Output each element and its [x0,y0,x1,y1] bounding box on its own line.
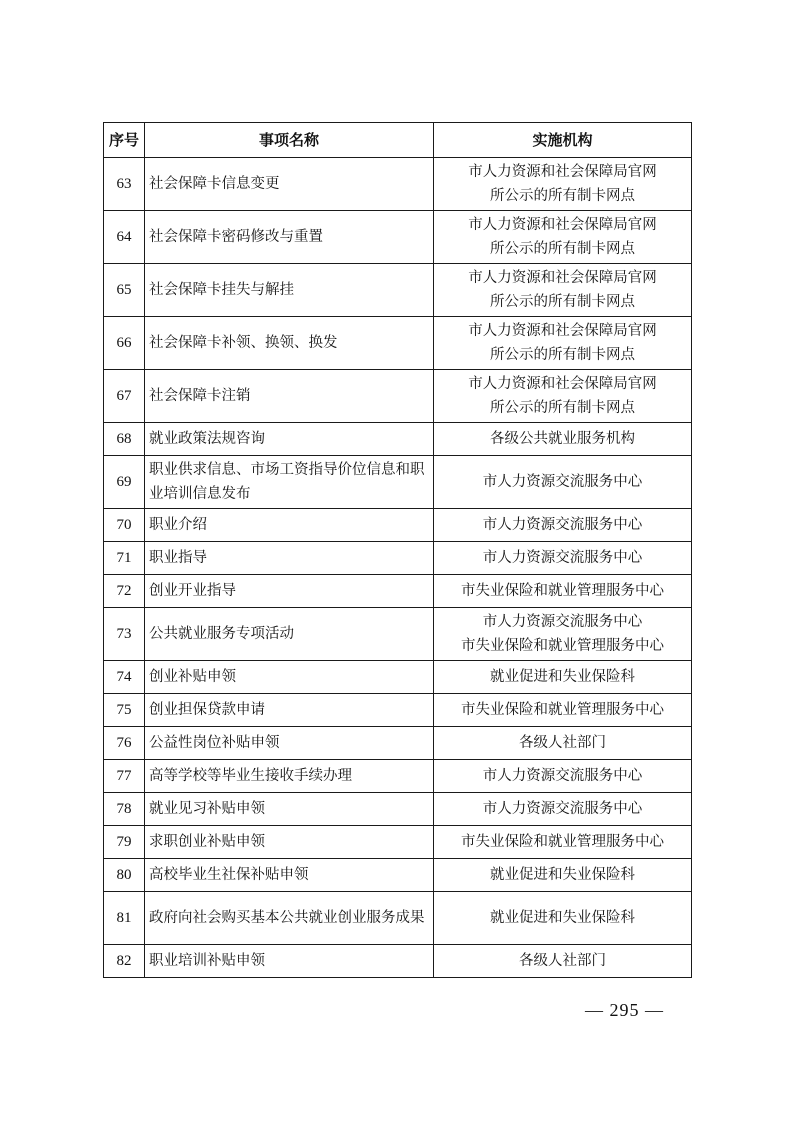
item-name: 职业指导 [145,542,434,575]
agency-line: 各级公共就业服务机构 [490,431,635,447]
agency-line: 市人力资源交流服务中心 [482,801,643,817]
table-row [104,456,692,509]
row-number: 79 [104,826,145,859]
row-number: 77 [104,760,145,793]
implementing-agency [434,826,692,859]
page-number: — 295 — [585,1000,664,1020]
row-number: 63 [104,158,145,211]
table-row [104,608,692,661]
table-row [104,158,692,211]
row-number: 67 [104,370,145,423]
implementing-agency [434,892,692,945]
row-number: 73 [104,608,145,661]
table-row [104,826,692,859]
item-name: 创业开业指导 [145,575,434,608]
table-row [104,264,692,317]
agency-line: 各级人社部门 [519,735,606,751]
agency-line: 所公示的所有制卡网点 [490,294,635,310]
table-body [104,158,692,978]
agency-line: 市人力资源和社会保障局官网 [468,270,657,286]
table-row [104,694,692,727]
implementing-agency [434,509,692,542]
agency-line: 所公示的所有制卡网点 [490,188,635,204]
item-name: 求职创业补贴申领 [145,826,434,859]
table-row [104,542,692,575]
table-row [104,892,692,945]
row-number: 71 [104,542,145,575]
agency-line: 市人力资源和社会保障局官网 [468,376,657,392]
row-number: 64 [104,211,145,264]
agency-line: 市人力资源和社会保障局官网 [468,323,657,339]
table-row [104,370,692,423]
agency-line: 市人力资源交流服务中心 [482,768,643,784]
implementing-agency [434,423,692,456]
agency-line: 市失业保险和就业管理服务中心 [461,702,664,718]
item-name: 高校毕业生社保补贴申领 [145,859,434,892]
header-name: 事项名称 [145,123,434,158]
implementing-agency [434,727,692,760]
implementing-agency [434,264,692,317]
implementing-agency [434,370,692,423]
item-name: 社会保障卡挂失与解挂 [145,264,434,317]
item-name: 社会保障卡信息变更 [145,158,434,211]
header-org: 实施机构 [434,123,692,158]
row-number: 78 [104,793,145,826]
item-name: 创业担保贷款申请 [145,694,434,727]
implementing-agency [434,945,692,978]
item-name: 职业供求信息、市场工资指导价位信息和职业培训信息发布 [145,456,434,509]
row-number: 72 [104,575,145,608]
item-name: 职业培训补贴申领 [145,945,434,978]
agency-line: 就业促进和失业保险科 [490,910,635,926]
implementing-agency [434,694,692,727]
item-name: 公共就业服务专项活动 [145,608,434,661]
item-name: 社会保障卡密码修改与重置 [145,211,434,264]
row-number: 74 [104,661,145,694]
services-table [103,122,692,978]
table-row [104,793,692,826]
item-name: 就业政策法规咨询 [145,423,434,456]
agency-line: 市人力资源交流服务中心 [482,474,643,490]
row-number: 70 [104,509,145,542]
implementing-agency [434,760,692,793]
agency-line: 所公示的所有制卡网点 [490,347,635,363]
agency-line: 市失业保险和就业管理服务中心 [461,583,664,599]
item-name: 公益性岗位补贴申领 [145,727,434,760]
item-name: 政府向社会购买基本公共就业创业服务成果 [145,892,434,945]
agency-line: 市人力资源交流服务中心 [482,614,643,630]
implementing-agency [434,793,692,826]
row-number: 69 [104,456,145,509]
implementing-agency [434,542,692,575]
table-row [104,211,692,264]
header-num: 序号 [104,123,145,158]
table-row [104,661,692,694]
agency-line: 就业促进和失业保险科 [490,867,635,883]
item-name: 社会保障卡补领、换领、换发 [145,317,434,370]
agency-line: 市人力资源交流服务中心 [482,550,643,566]
row-number: 81 [104,892,145,945]
agency-line: 市人力资源交流服务中心 [482,517,643,533]
agency-line: 市人力资源和社会保障局官网 [468,217,657,233]
item-name: 就业见习补贴申领 [145,793,434,826]
item-name: 创业补贴申领 [145,661,434,694]
item-name: 高等学校等毕业生接收手续办理 [145,760,434,793]
table-row [104,945,692,978]
implementing-agency [434,608,692,661]
row-number: 76 [104,727,145,760]
item-name: 职业介绍 [145,509,434,542]
implementing-agency [434,211,692,264]
agency-line: 所公示的所有制卡网点 [490,400,635,416]
table-row [104,760,692,793]
agency-line: 市失业保险和就业管理服务中心 [461,638,664,654]
table-row [104,317,692,370]
table-row [104,575,692,608]
implementing-agency [434,859,692,892]
table-row [104,509,692,542]
row-number: 66 [104,317,145,370]
agency-line: 就业促进和失业保险科 [490,669,635,685]
agency-line: 所公示的所有制卡网点 [490,241,635,257]
implementing-agency [434,575,692,608]
table-row [104,423,692,456]
row-number: 80 [104,859,145,892]
row-number: 68 [104,423,145,456]
row-number: 75 [104,694,145,727]
agency-line: 市失业保险和就业管理服务中心 [461,834,664,850]
agency-line: 市人力资源和社会保障局官网 [468,164,657,180]
row-number: 82 [104,945,145,978]
table-header-row [104,123,692,158]
implementing-agency [434,158,692,211]
implementing-agency [434,661,692,694]
table-row [104,727,692,760]
implementing-agency [434,456,692,509]
item-name: 社会保障卡注销 [145,370,434,423]
row-number: 65 [104,264,145,317]
table-row [104,859,692,892]
implementing-agency [434,317,692,370]
agency-line: 各级人社部门 [519,953,606,969]
